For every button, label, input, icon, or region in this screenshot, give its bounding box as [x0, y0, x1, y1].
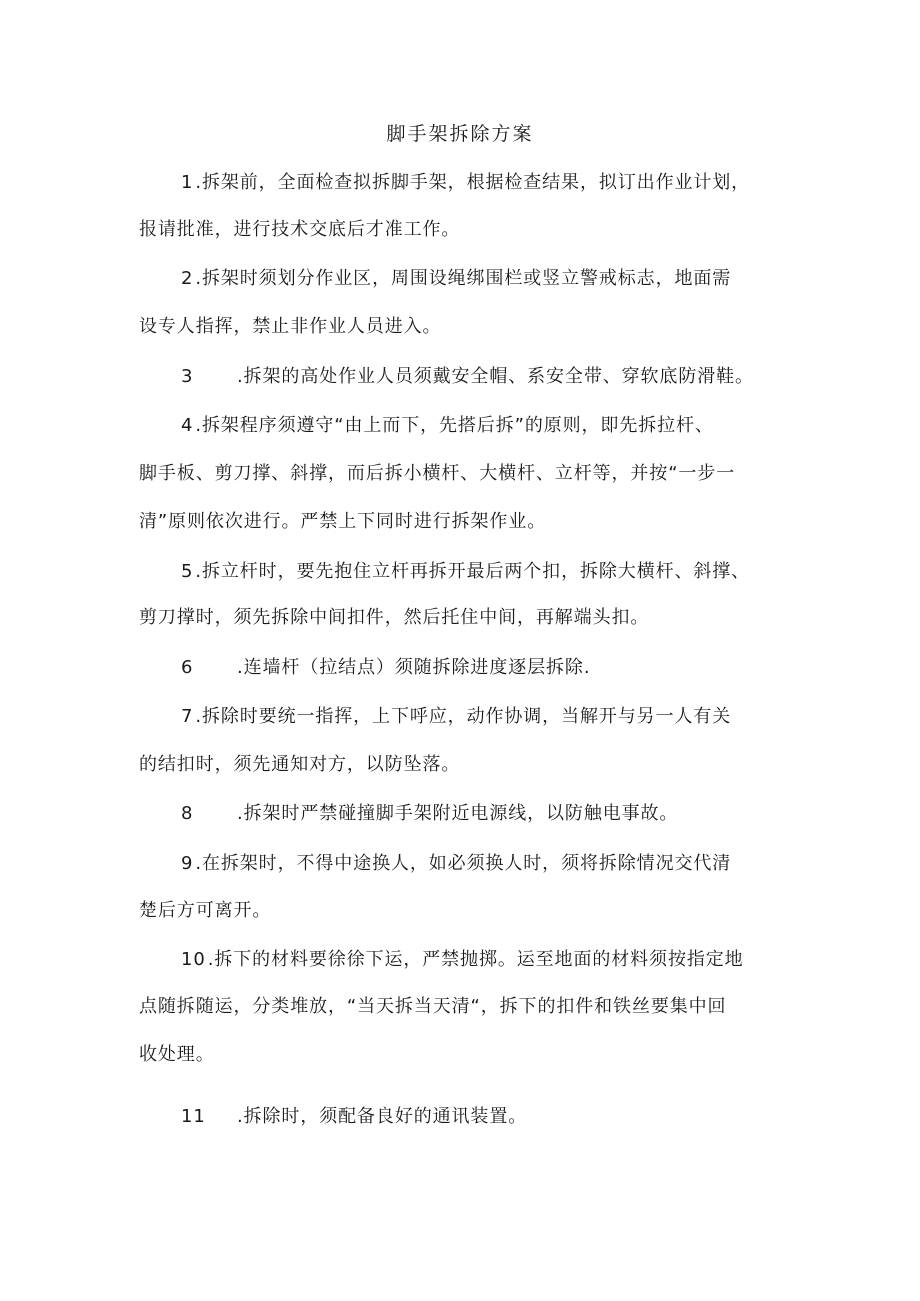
item-10-continuation: 收处理。: [139, 1044, 215, 1065]
item-5-continuation: 剪刀撑时，须先拆除中间扣件，然后托住中间，再解端头扣。: [139, 607, 650, 628]
item-number: 10: [181, 949, 206, 970]
item-4-continuation: 清”原则依次进行。严禁上下同时进行拆架作业。: [139, 511, 547, 532]
item-7-continuation: 的结扣时，须先通知对方，以防坠落。: [139, 754, 461, 775]
item-text: .在拆架时，不得中途换人，如必须换人时，须将拆除情况交代清: [195, 853, 732, 874]
item-text: .连墙杆（拉结点）须随拆除进度逐层拆除.: [237, 657, 591, 678]
item-number: 6: [181, 657, 194, 678]
item-number: 5: [181, 561, 194, 582]
item-text: .拆下的材料要徐徐下运，严禁抛掷。运至地面的材料须按指定地: [207, 949, 744, 970]
item-9-continuation: 楚后方可离开。: [139, 900, 272, 921]
item-text: .拆架时须划分作业区，周围设绳绑围栏或竖立警戒标志，地面需: [195, 268, 732, 289]
item-number: 8: [181, 803, 194, 824]
item-text: .拆架程序须遵守“由上而下，先搭后拆”的原则，即先拆拉杆、: [195, 415, 714, 436]
list-item-11: [181, 1104, 831, 1130]
item-text: .拆除时，须配备良好的通讯装置。: [237, 1106, 528, 1127]
item-text: .拆架时严禁碰撞脚手架附近电源线，以防触电事故。: [237, 803, 679, 824]
item-number: 3: [181, 366, 194, 387]
item-number: 4: [181, 415, 194, 436]
item-text: .拆架前，全面检查拟拆脚手架，根据检查结果，拟订出作业计划，: [195, 172, 751, 193]
item-text: .拆立杆时，要先抱住立杆再拆开最后两个扣，拆除大横杆、斜撑、: [195, 561, 751, 582]
item-number: 7: [181, 706, 194, 727]
list-item-8: [181, 801, 831, 827]
list-item-2: [181, 266, 831, 292]
item-number: 1: [181, 172, 194, 193]
item-text: .拆架的高处作业人员须戴安全帽、系安全带、穿软底防滑鞋。: [237, 366, 754, 387]
list-item-5: [181, 559, 831, 585]
item-text: .拆除时要统一指挥，上下呼应，动作协调，当解开与另一人有关: [195, 706, 732, 727]
list-item-4: [181, 413, 831, 439]
item-1-continuation: 报请批准，进行技术交底后才准工作。: [139, 219, 461, 240]
list-item-6: [181, 655, 831, 681]
list-item-7: [181, 704, 831, 730]
list-item-9: [181, 851, 831, 877]
item-10-continuation: 点随拆随运，分类堆放，“当天拆当天清“，拆下的扣件和铁丝要集中回: [139, 996, 727, 1017]
item-number: 2: [181, 268, 194, 289]
list-item-3: [181, 364, 831, 390]
item-2-continuation: 设专人指挥，禁止非作业人员进入。: [139, 316, 442, 337]
list-item-10: [181, 947, 831, 973]
item-number: 9: [181, 853, 194, 874]
item-4-continuation: 脚手板、剪刀撑、斜撑，而后拆小横杆、大横杆、立杆等，并按“一步一: [139, 463, 736, 484]
document-title: 脚手架拆除方案: [386, 123, 534, 145]
item-number: 11: [181, 1106, 206, 1127]
list-item-1: [181, 170, 831, 196]
